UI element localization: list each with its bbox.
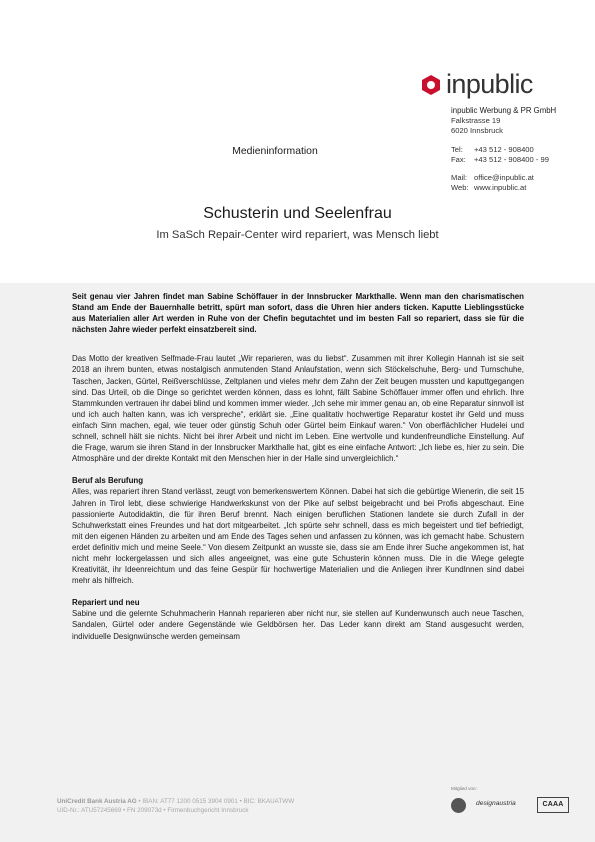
document-type: Medieninformation bbox=[232, 146, 318, 157]
phone-label: Tel: bbox=[451, 144, 463, 154]
mail-row bbox=[451, 173, 556, 183]
contact-block bbox=[451, 106, 556, 193]
members-label: Mitglied von: bbox=[451, 786, 477, 791]
mail-address[interactable]: office@inpublic.at bbox=[474, 173, 534, 183]
footer-line-1 bbox=[57, 797, 294, 806]
footer-bank-details: • IBAN: AT77 1200 0515 3904 0901 • BIC: BKAUATWW bbox=[136, 798, 295, 805]
fax-number: +43 512 - 908400 - 99 bbox=[474, 154, 549, 164]
company-name: inpublic Werbung & PR GmbH bbox=[451, 106, 557, 115]
paragraph-beruf: Alles, was repariert ihren Stand verlässt, zeugt von bemerkenswertem Können. Dabei hat sich die gebürtige Wienerin, die seit 15 Jahren in Tirol lebt, diese schwierige Handwerkskunst von der Pike auf selbst beigebracht und bei Profis abgeschaut. Eine passionierte Autodidaktin, die für ihren Beruf brennt. Nach einigen beruflichen Stationen landete sie durch Zufall in der Schuhwerkstatt eines Freundes und hat dort mitgearbeitet. „Ich spürte sehr schnell, dass es mich begeistert und tief befriedigt, mit den eigenen Händen zu arbeiten und am Ende des Tages sehen und anfassen zu können, was ich gemacht habe. Schustern erdet definitiv mich und meine Seele.“ Von diesem Zeitpunkt an wusste sie, dass sie am Ende ihrer Suche angekommen ist, hat nicht mehr lockergelassen und sich alles angeeignet, was eine gute Schusterin können muss. Die in die Wiege gelegte Kreativität, ihr Ideenreichtum und das feine Gespür für hochwertige Materialien und die Anliegen ihrer KundInnen sind dabei mehr als hilfreich. bbox=[72, 487, 524, 586]
member-seal-icon bbox=[451, 798, 466, 813]
document-subtitle: Im SaSch Repair-Center wird repariert, was Mensch liebt bbox=[156, 229, 439, 241]
footer-bank-info bbox=[57, 797, 294, 815]
inpublic-logo bbox=[421, 71, 533, 98]
web-label: Web: bbox=[451, 183, 469, 193]
paragraph-motto: Das Motto der kreativen Selfmade-Frau lautet „Wir reparieren, was du liebst“. Zusammen mit ihrer Kollegin Hannah ist sie seit 2018 an ihrem bunten, etwas nostalgisch anmutenden Stand Anlaufstation, wenn sich Stöckelschuhe, Berg- und Turnschuhe, Taschen, Jacken, Gürtel, Reißverschlüsse, Zeltplanen und vieles mehr dem Zahn der Zeit beugen mussten und kaputtgegangen sind. Das Urteil, ob die Dinge so gerichtet werden können, dass es lohnt, fällt Sabine Schöffauer immer offen und ehrlich. Ihre Stammkunden vertrauen ihr dabei blind und kommen immer wieder. „Ich sehe mir immer genau an, ob eine Reparatur sinnvoll ist und ich auch halten kann, was ich verspreche“, erklärt sie. „Eine qualitativ hochwertige Reparatur kostet ihr Geld und muss einfach Sinn machen, egal, wie teuer oder günstig Schuh oder Gürtel beim Einkauf waren.“ Von oberflächlicher Hudelei und schnell, schnell hält sie nichts. Nicht bei ihrer Arbeit und nicht im Leben. Eine wertvolle und kundenfreundliche Einstellung. Auf die Frage, warum sie ihren Stand in der Innsbrucker Markthalle hat, gibt es eine einfache Antwort: „Ich liebe es, hier zu sein. Die Atmosphäre und der direkte Kontakt mit den Menschen hier in der Halle sind unvergleichlich.“ bbox=[72, 354, 524, 464]
logo-hexagon-icon bbox=[421, 74, 441, 96]
paragraph-repariert: Sabine und die gelernte Schuhmacherin Hannah reparieren aber nicht nur, sie stellen auf Kundenwunsch auch neue Taschen, Sandalen, Gürtel oder andere Gegenstände wie Geldbörsen her. Das Leder kann direkt am Stand ausgesucht werden, individuelle Designwünsche werden gemeinsam bbox=[72, 609, 524, 641]
web-row bbox=[451, 183, 556, 193]
company-city: 6020 Innsbruck bbox=[451, 126, 503, 136]
logo-text: inpublic bbox=[446, 69, 533, 99]
section-heading-beruf: Beruf als Berufung bbox=[72, 476, 144, 486]
section-heading-repariert: Repariert und neu bbox=[72, 598, 140, 608]
company-street: Falkstrasse 19 bbox=[451, 116, 501, 126]
mail-label: Mail: bbox=[451, 173, 468, 183]
fax-row bbox=[451, 155, 556, 165]
member-caaa-logo: CAAA bbox=[537, 797, 569, 813]
footer-line-2: UID-Nr.: ATU57245669 • FN 209073d • Firmenbuchgericht Innsbruck bbox=[57, 807, 249, 814]
document-title: Schusterin und Seelenfrau bbox=[203, 205, 392, 222]
phone-row bbox=[451, 145, 556, 155]
lead-paragraph: Seit genau vier Jahren findet man Sabine Schöffauer in der Innsbrucker Markthalle. Wenn man den charismatischen Stand am Ende der Bauernhalle betritt, spürt man sofort, dass die Uhren hier anders ticken. Kaputte Lieblingsstücke aus Materialien aller Art werden in Ruhe von der Chefin begutachtet und im besten Fall so repariert, dass sie für die nächsten Jahre wieder perfekt einsatzbereit sind. bbox=[72, 292, 524, 335]
footer-bank-name: UniCredit Bank Austria AG bbox=[57, 798, 137, 805]
phone-number: +43 512 - 908400 bbox=[474, 144, 534, 154]
fax-label: Fax: bbox=[451, 154, 466, 164]
member-designaustria-logo: designaustria bbox=[476, 800, 516, 807]
web-address[interactable]: www.inpublic.at bbox=[474, 183, 527, 193]
article-body bbox=[72, 291, 524, 642]
